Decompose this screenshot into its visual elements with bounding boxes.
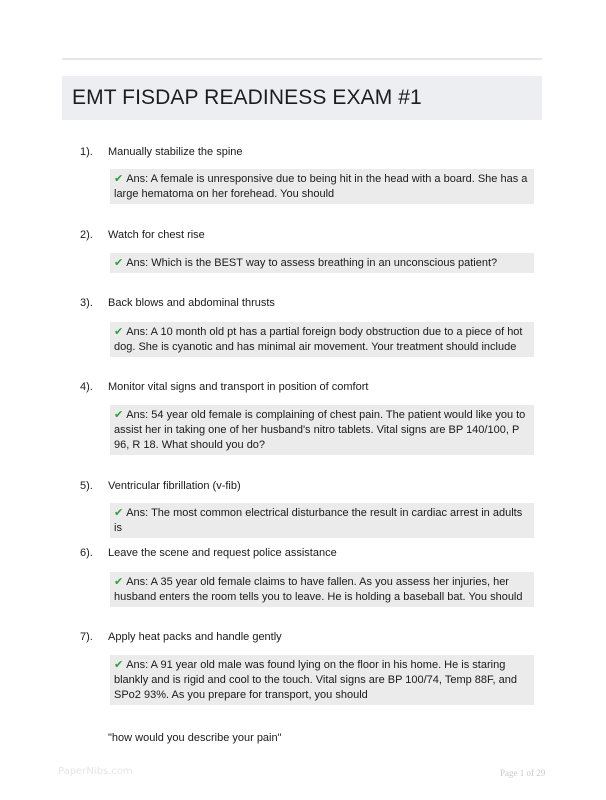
question-number: 5). [80, 480, 93, 492]
answer-box [110, 253, 534, 273]
page-number: Page 1 of 29 [500, 768, 546, 778]
title-bar [62, 76, 542, 120]
answer-text: Ans: 54 year old female is complaining of chest pain. The patient would like you to assist her in taking one of her husband's nitro tablets. Vital signs are BP 140/100, P 96, R 18. What should you do? [114, 409, 526, 451]
answer-text: Ans: The most common electrical disturbance the result in cardiac arrest in adults is [114, 507, 523, 534]
answer-box [110, 169, 534, 204]
question-text: Back blows and abdominal thrusts [108, 297, 275, 309]
question-number: 7). [80, 631, 93, 643]
question-text: Leave the scene and request police assistance [108, 547, 337, 559]
answer-text: Ans: A 35 year old female claims to have fallen. As you assess her injuries, her husband enters the room tells you to leave. He is holding a baseball bat. You should [114, 576, 523, 603]
watermark-text: PaperNibs.com [58, 766, 133, 777]
check-icon: ✔ [114, 659, 124, 671]
question-text: Manually stabilize the spine [108, 146, 243, 158]
question-text: Apply heat packs and handle gently [108, 631, 282, 643]
answer-text: Ans: Which is the BEST way to assess breathing in an unconscious patient? [126, 257, 498, 269]
answer-box [110, 572, 534, 607]
check-icon: ✔ [114, 257, 124, 269]
question-number: 6). [80, 547, 93, 559]
top-divider [62, 58, 542, 60]
answer-box [110, 655, 534, 705]
answer-box [110, 322, 534, 357]
question-number: 4). [80, 381, 93, 393]
check-icon: ✔ [114, 326, 124, 338]
question-number: 1). [80, 146, 93, 158]
question-text: Monitor vital signs and transport in position of comfort [108, 381, 369, 393]
question-number: 2). [80, 229, 93, 241]
page-title: EMT FISDAP READINESS EXAM #1 [72, 86, 422, 109]
check-icon: ✔ [114, 173, 124, 185]
answer-text: Ans: A 10 month old pt has a partial foreign body obstruction due to a piece of hot dog. She is cyanotic and has minimal air movement. Your treatment should include [114, 326, 523, 353]
question-text: Watch for chest rise [108, 229, 205, 241]
question-number: 3). [80, 297, 93, 309]
question-text: Ventricular fibrillation (v-fib) [108, 480, 241, 492]
answer-box [110, 503, 534, 538]
trailing-question-text: "how would you describe your pain" [108, 732, 282, 744]
check-icon: ✔ [114, 507, 124, 519]
answer-text: Ans: A female is unresponsive due to being hit in the head with a board. She has a large hematoma on her forehead. You should [114, 173, 528, 200]
answer-box [110, 405, 534, 455]
check-icon: ✔ [114, 576, 124, 588]
check-icon: ✔ [114, 409, 124, 421]
answer-text: Ans: A 91 year old male was found lying on the floor in his home. He is staring blankly and is rigid and cool to the touch. Vital signs are BP 100/74, Temp 88F, and SPo2 93%. As you prepare for transport, you should [114, 659, 517, 701]
